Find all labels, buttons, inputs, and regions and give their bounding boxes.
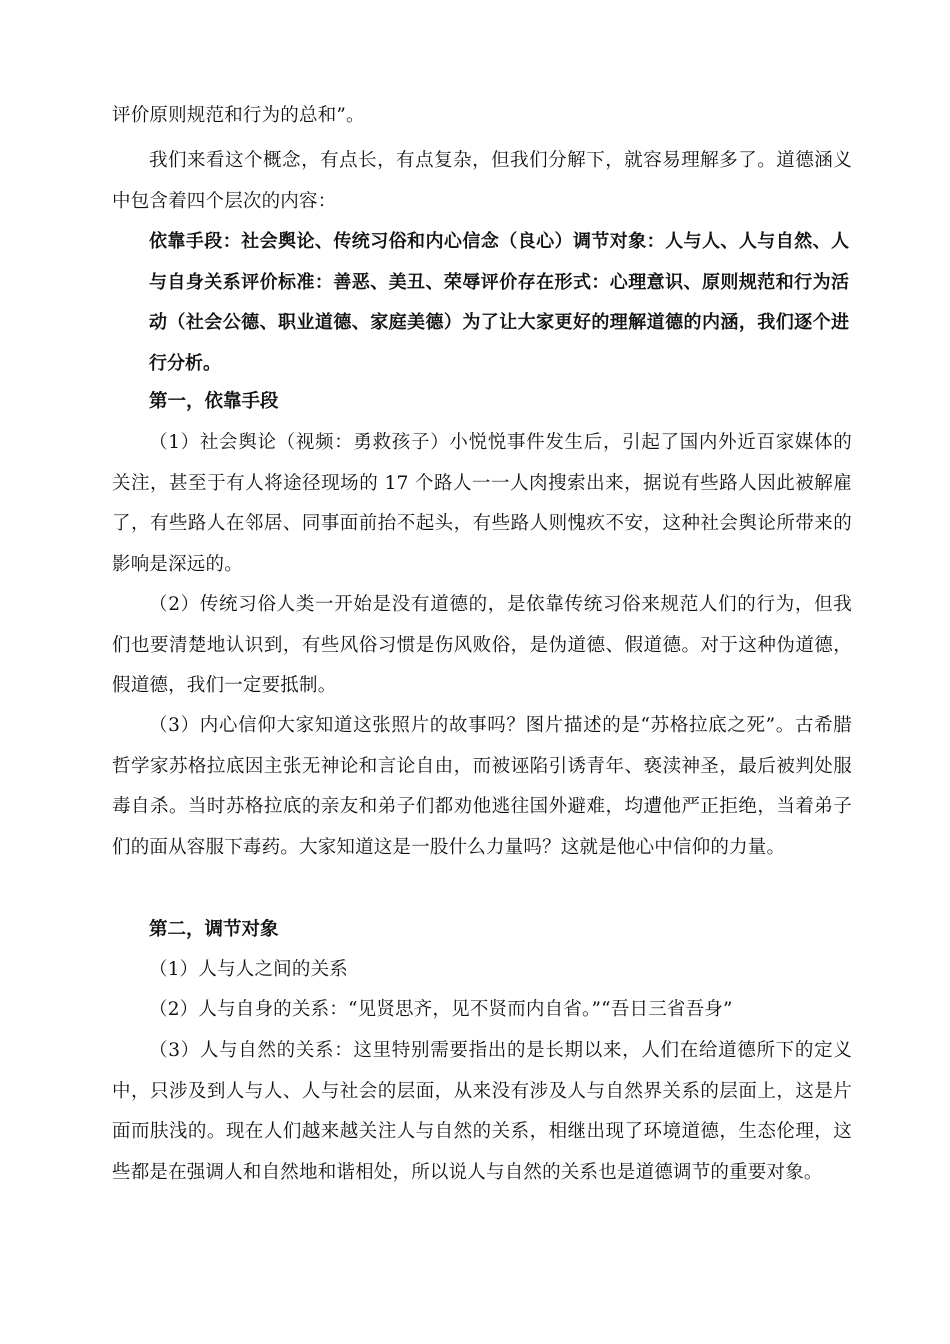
paragraph-continuation: 评价原则规范和行为的总和”。 bbox=[112, 105, 365, 126]
paragraph-person-person: （1）人与人之间的关系 bbox=[149, 959, 348, 980]
paragraph-tradition: （2）传统习俗人类一开始是没有道德的，是依靠传统习俗来规范人们的行为，但我们也要清楚地认识到，有些风俗习惯是伤风败俗，是伪道德、假道德。对于这种伪道德，假道德，我们一定要抵制。 bbox=[112, 594, 852, 696]
paragraph-public-opinion: （1）社会舆论（视频：勇救孩子）小悦悦事件发生后，引起了国内外近百家媒体的关注，甚至于有人将途径现场的 17 个路人一一人肉搜索出来，据说有些路人因此被解雇了，有些路人在邻居、同事面前抬不起头，有些路人则愧疚不安，这种社会舆论所带来的影响是深远的。 bbox=[112, 432, 852, 575]
paragraph-person-nature: （3）人与自然的关系：这里特别需要指出的是长期以来，人们在给道德所下的定义中，只涉及到人与人、人与社会的层面，从来没有涉及人与自然界关系的层面上，这是片面而肤浅的。现在人们越来越关注人与自然的关系，相继出现了环境道德，生态伦理，这些都是在强调人和自然地和谐相处，所以说人与自然的关系也是道德调节的重要对象。 bbox=[112, 1040, 852, 1183]
section-heading-first: 第一，依靠手段 bbox=[149, 391, 279, 412]
paragraph-four-levels: 依靠手段：社会舆论、传统习俗和内心信念（良心）调节对象：人与人、人与自然、人与自身关系评价标准：善恶、美丑、荣辱评价存在形式：心理意识、原则规范和行为活动（社会公德、职业道德、家庭美德）为了让大家更好的理解道德的内涵，我们逐个进行分析。 bbox=[149, 231, 849, 374]
paragraph-intro: 我们来看这个概念，有点长，有点复杂，但我们分解下，就容易理解多了。道德涵义中包含着四个层次的内容： bbox=[112, 150, 852, 212]
paragraph-person-self: （2）人与自身的关系：“见贤思齐，见不贤而内自省。”“吾日三省吾身” bbox=[149, 999, 733, 1020]
section-heading-second: 第二，调节对象 bbox=[149, 919, 279, 940]
paragraph-belief: （3）内心信仰大家知道这张照片的故事吗？图片描述的是“苏格拉底之死”。古希腊哲学家苏格拉底因主张无神论和言论自由，而被诬陷引诱青年、亵渎神圣，最后被判处服毒自杀。当时苏格拉底的亲友和弟子们都劝他逃往国外避难，均遭他严正拒绝，当着弟子们的面从容服下毒药。大家知道这是一股什么力量吗？这就是他心中信仰的力量。 bbox=[112, 715, 852, 858]
